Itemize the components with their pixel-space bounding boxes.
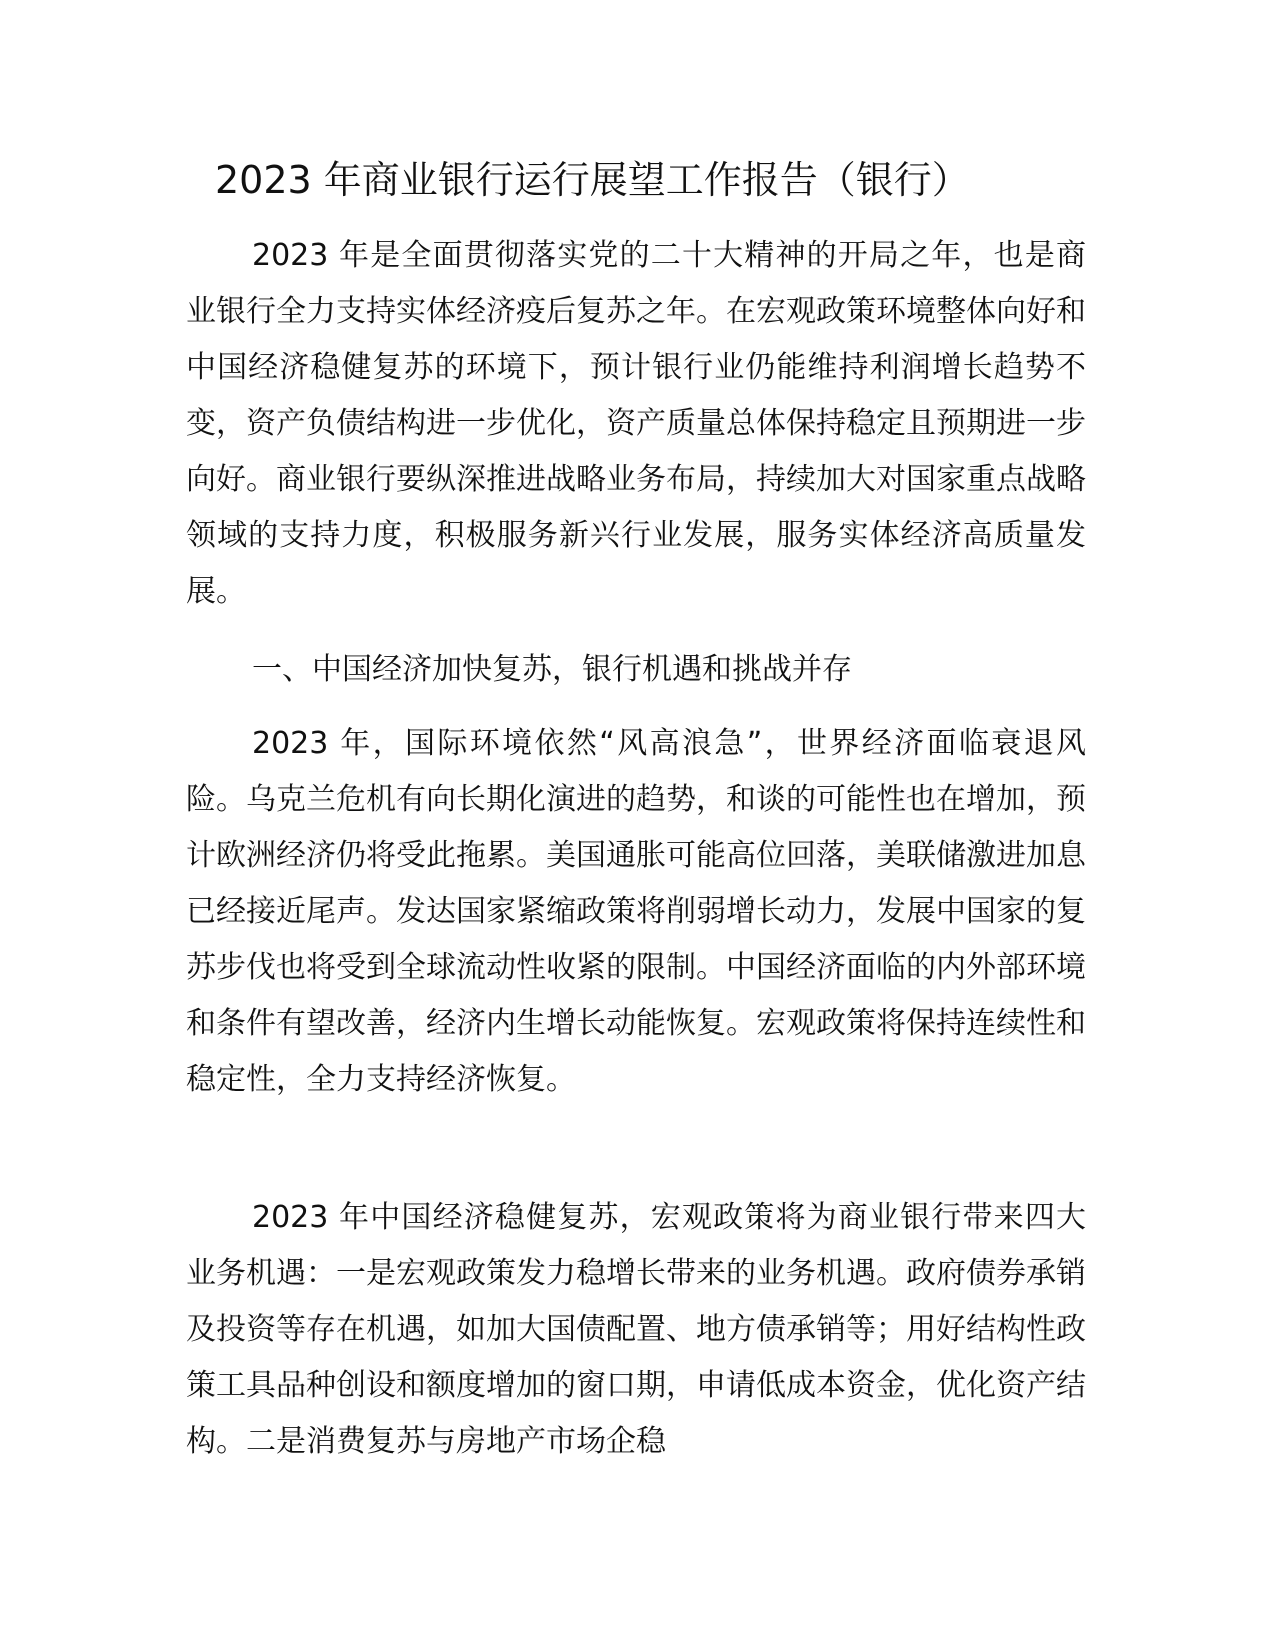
paragraph-international-environment: 2023 年，国际环境依然“风高浪急”，世界经济面临衰退风险。乌克兰危机有向长期化演进的趋势，和谈的可能性也在增加，预计欧洲经济仍将受此拖累。美国通胀可能高位回落，美联储激进加息已经接近尾声。发达国家紧缩政策将削弱增长动力，发展中国家的复苏步伐也将受到全球流动性收紧的限制。中国经济面临的内外部环境和条件有望改善，经济内生增长动能恢复。宏观政策将保持连续性和稳定性，全力支持经济恢复。: [186, 726, 1086, 1097]
paragraph-intro: 2023 年是全面贯彻落实党的二十大精神的开局之年，也是商业银行全力支持实体经济疫后复苏之年。在宏观政策环境整体向好和中国经济稳健复苏的环境下，预计银行业仍能维持利润增长趋势不变，资产负债结构进一步优化，资产质量总体保持稳定且预期进一步向好。商业银行要纵深推进战略业务布局，持续加大对国家重点战略领域的支持力度，积极服务新兴行业发展，服务实体经济高质量发展。: [186, 238, 1086, 609]
paragraph-business-opportunities: 2023 年中国经济稳健复苏，宏观政策将为商业银行带来四大业务机遇：一是宏观政策发力稳增长带来的业务机遇。政府债券承销及投资等存在机遇，如加大国债配置、地方债承销等；用好结构性政策工具品种创设和额度增加的窗口期，申请低成本资金，优化资产结构。二是消费复苏与房地产市场企稳: [186, 1200, 1086, 1459]
section-heading: 一、中国经济加快复苏，银行机遇和挑战并存: [252, 652, 852, 687]
document-title: 2023 年商业银行运行展望工作报告（银行）: [215, 158, 970, 202]
